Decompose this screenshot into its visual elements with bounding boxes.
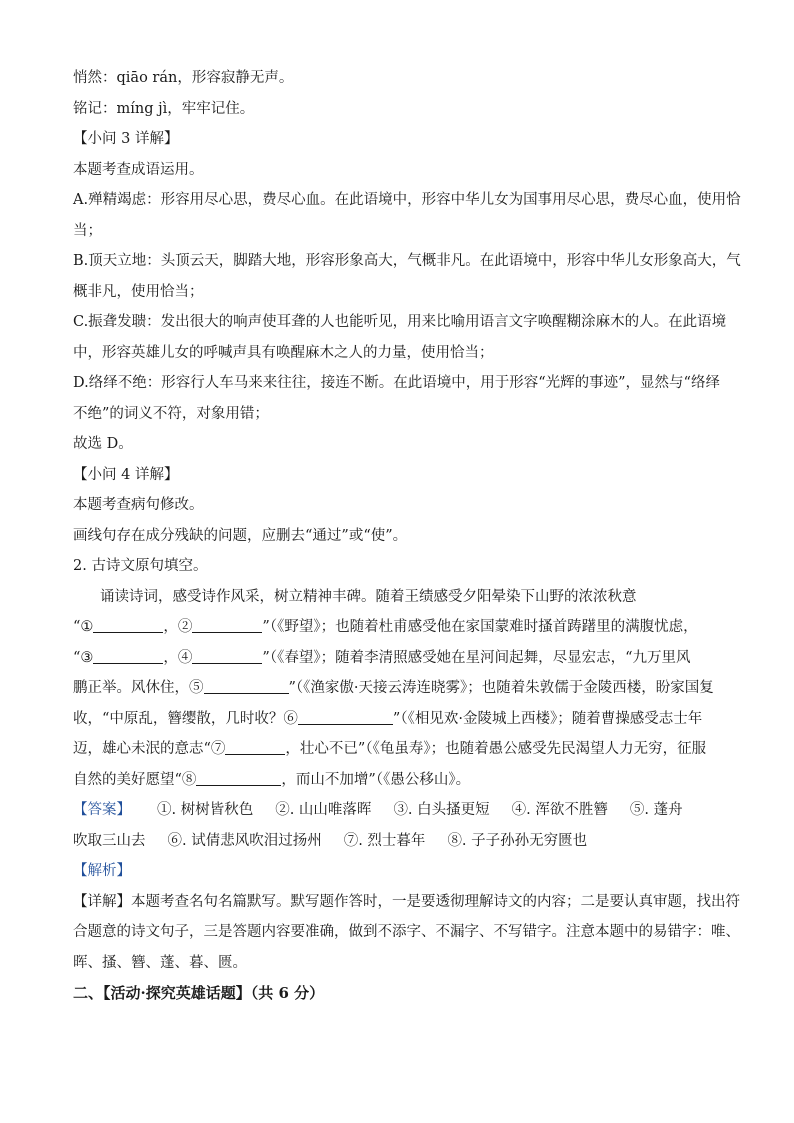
answer-blank — [204, 677, 289, 694]
answer-label: 【答案】 — [73, 802, 131, 818]
section-heading: 二、【活动·探究英雄话题】（共 6 分） — [73, 984, 325, 1002]
text-line: 画线句存在成分残缺的问题，应删去“通过”或“使”。 — [73, 527, 408, 544]
text-span: 鹏正举。风休住，⑤ — [73, 680, 204, 696]
answer-blank — [196, 769, 281, 786]
answer-item: ⑤. 蓬舟 — [629, 802, 683, 818]
poem-line — [73, 704, 723, 735]
text-line: 本题考查病句修改。 — [73, 497, 204, 513]
answer-blank — [192, 616, 262, 633]
answer-blank — [298, 708, 393, 725]
answer-blank — [192, 647, 262, 664]
poem-line — [73, 643, 723, 674]
text-line: B.顶天立地：头顶云天，脚踏大地，形容形象高大，气概非凡。在此语境中，形容中华儿女形象高大，气 — [73, 253, 741, 269]
text-line: 中，形容英雄儿女的呼喊声具有唤醒麻木之人的力量，使用恰当； — [73, 344, 494, 361]
text-span: ”（《渔家傲·天接云涛连晓雾》；也随着朱敦儒于金陵西楼，盼家国复 — [288, 680, 714, 696]
text-span: ，而山不加增”（《愚公移山》。 — [281, 771, 471, 788]
text-line: 本题考查成语运用。 — [73, 161, 204, 178]
analysis-line: 晖、搔、簪、蓬、暮、匮。 — [73, 954, 247, 971]
document-page — [73, 63, 741, 1009]
text-line: A.殚精竭虑：形容用尽心思，费尽心血。在此语境中，形容中华儿女为国事用尽心思，费尽心血，使用恰 — [73, 192, 741, 208]
subquestion-heading: 【小问 3 详解】 — [73, 131, 179, 147]
analysis-label: 【解析】 — [73, 863, 131, 879]
text-span: ”（《野望》；也随着杜甫感受他在家国蒙难时搔首踌躇里的满腹忧虑， — [262, 619, 698, 635]
text-span: “① — [73, 619, 94, 635]
text-line: C.振聋发聩：发出很大的响声使耳聋的人也能听见，用来比喻用语言文字唤醒糊涂麻木的人。在此语境 — [73, 314, 727, 330]
text-span: ”（《相见欢·金陵城上西楼》；随着曹操感受志士年 — [392, 710, 703, 727]
text-span: 收，“中原乱，簪缨散，几时收？⑥ — [73, 710, 298, 727]
answer-item: ②. 山山唯落晖 — [275, 802, 372, 818]
text-line: D.络绎不绝：形容行人车马来来往往，接连不断。在此语境中，用于形容“光辉的事迹”，显然与“络绎 — [73, 375, 720, 391]
text-span: “③ — [73, 649, 94, 666]
text-line: 概非凡，使用恰当； — [73, 283, 204, 300]
answer-blank — [93, 616, 163, 633]
poem-line — [73, 734, 723, 765]
poem-line — [73, 673, 723, 704]
answer-row — [73, 795, 723, 826]
answer-item: ①. 树树皆秋色 — [157, 802, 254, 818]
text-line: 不绝”的词义不符，对象用错； — [73, 405, 269, 422]
answer-item: ③. 白头搔更短 — [393, 802, 490, 818]
answer-item: ⑧. 子子孙孙无穷匮也 — [447, 832, 588, 849]
poem-line — [73, 765, 723, 796]
text-span: ，④ — [163, 649, 193, 666]
text-line: 故选 D。 — [73, 436, 133, 452]
answer-item: 吹取三山去 — [73, 832, 146, 849]
poem-line — [73, 612, 723, 643]
answer-blank — [225, 738, 285, 755]
analysis-line: 合题意的诗文句子，三是答题内容要准确，做到不添字、不漏字、不写错字。注意本题中的易错字：唯、 — [73, 924, 740, 940]
answer-item: ④. 浑欲不胜簪 — [511, 802, 608, 818]
answer-item: ⑦. 烈士暮年 — [343, 832, 426, 849]
text-span: ”（《春望》；随着李清照感受她在星河间起舞，尽显宏志，“九万里风 — [262, 649, 691, 666]
poem-intro: 诵读诗词，感受诗作风采，树立精神丰碑。随着王绩感受夕阳晕染下山野的浓浓秋意 — [100, 588, 637, 605]
question-title: 2. 古诗文原句填空。 — [73, 558, 208, 574]
text-span: 自然的美好愿望“⑧ — [73, 771, 197, 788]
answer-item: ⑥. 试倩悲风吹泪过扬州 — [167, 832, 322, 849]
answer-row — [73, 826, 723, 857]
text-line: 铭记：míng jì，牢牢记住。 — [73, 100, 255, 117]
text-line: 当； — [73, 222, 102, 239]
analysis-line: 【详解】本题考查名句名篇默写。默写题作答时，一是要透彻理解诗文的内容；二是要认真审题，找出符 — [73, 893, 740, 910]
text-span: ，② — [163, 619, 193, 635]
subquestion-heading: 【小问 4 详解】 — [73, 466, 179, 483]
text-span: ，壮心不已”（《龟虽寿》；也随着愚公感受先民渴望人力无穷，征服 — [285, 741, 707, 757]
text-line: 悄然：qiāo rán，形容寂静无声。 — [73, 70, 294, 86]
answer-blank — [93, 647, 163, 664]
text-span: 迈，雄心未泯的意志“⑦ — [73, 741, 226, 757]
